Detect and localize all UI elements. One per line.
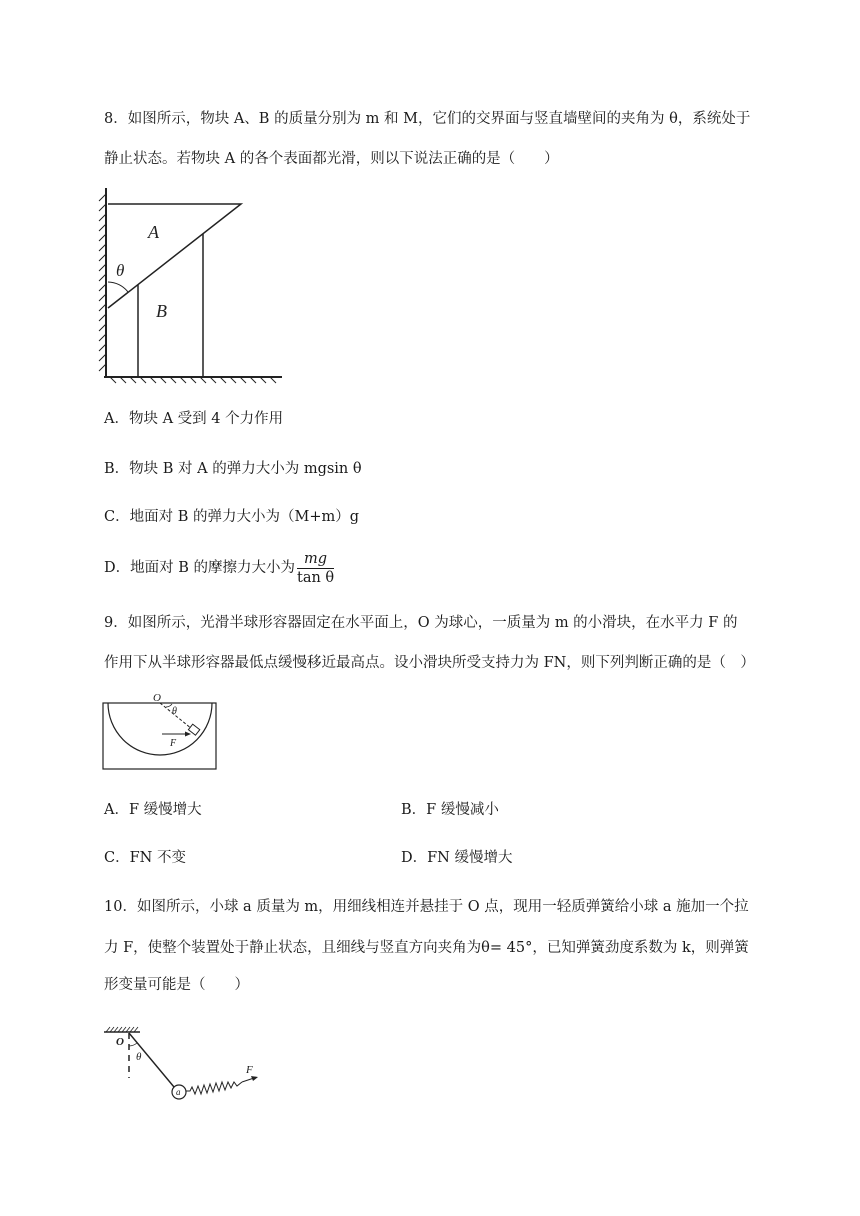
q10-stem-line2: 力 F，使整个装置处于静止状态，且细线与竖直方向夹角为θ= 45°，已知弹簧劲度系数为 k，则弹簧 [104,940,749,956]
q8-figure [96,186,296,386]
q10-label-f: F [246,1064,253,1076]
q10-label-a: a [176,1087,181,1097]
q10-figure [100,1020,270,1100]
q8-option-d-fraction [297,550,334,587]
q9-label-o: O [153,694,161,704]
q10-label-o: O [116,1036,124,1048]
q8-option-c: C．地面对 B 的弹力大小为（M+m）g [104,509,359,525]
q9-option-b: B．F 缓慢减小 [401,802,499,818]
q9-label-theta: θ [172,706,177,717]
q8-stem-line1: 8．如图所示，物块 A、B 的质量分别为 m 和 M，它们的交界面与竖直墙壁间的夹角为 θ，系统处于 [104,111,751,127]
q8-label-a: A [148,222,159,242]
q9-figure [102,694,222,770]
q8-option-d-denominator: tan θ [297,569,335,586]
q9-label-f: F [170,738,177,749]
q8-option-d-numerator: mg [297,550,334,569]
q8-option-a: A．物块 A 受到 4 个力作用 [104,411,284,427]
q8-option-b: B．物块 B 对 A 的弹力大小为 mgsin θ [104,461,362,477]
q9-option-a: A．F 缓慢增大 [104,802,202,818]
q8-stem-line2: 静止状态。若物块 A 的各个表面都光滑，则以下说法正确的是（ ） [104,151,559,167]
q10-stem-line1: 10．如图所示，小球 a 质量为 m，用细线相连并悬挂于 O 点，现用一轻质弹簧给小球 a 施加一个拉 [104,899,749,915]
q9-option-d: D．FN 缓慢增大 [401,850,513,866]
q8-label-b: B [156,301,167,321]
q8-option-d-prefix: D．地面对 B 的摩擦力大小为 [104,560,295,576]
q9-option-c: C．FN 不变 [104,850,186,866]
q8-option-d [104,548,334,588]
q9-stem-line2: 作用下从半球形容器最低点缓慢移近最高点。设小滑块所受支持力为 FN，则下列判断正确的是（ ） [104,655,755,671]
q8-label-theta: θ [116,261,125,280]
q9-stem-line1: 9．如图所示，光滑半球形容器固定在水平面上，O 为球心，一质量为 m 的小滑块，在水平力 F 的 [104,615,738,631]
q10-label-theta: θ [136,1051,142,1063]
q10-stem-line3: 形变量可能是（ ） [104,977,249,993]
